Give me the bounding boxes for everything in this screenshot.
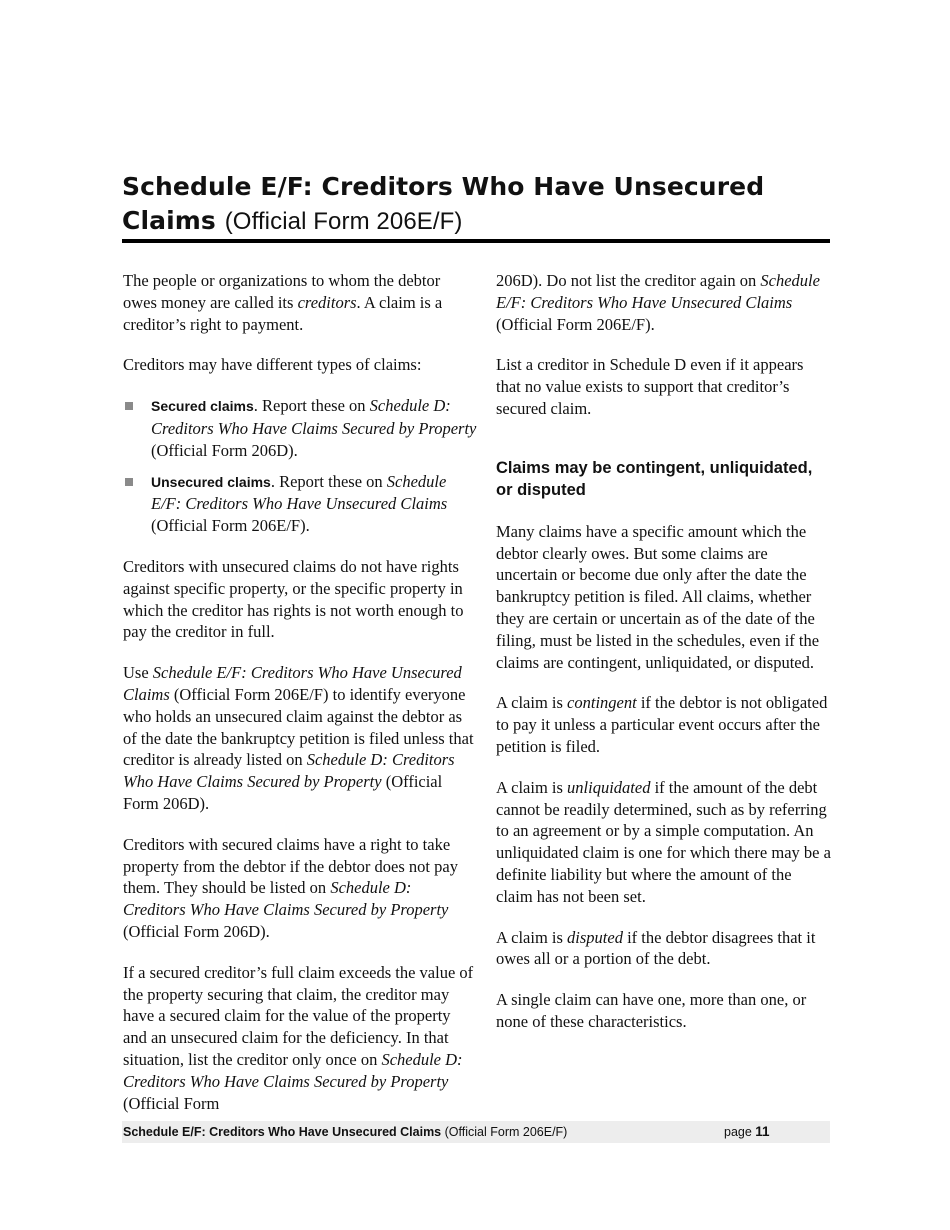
section-heading: Claims may be contingent, unliquidated, or disputed (496, 458, 813, 499)
paragraph-characteristics: A single claim can have one, more than one, or none of these characteristics. (496, 990, 807, 1031)
paragraph-do-not-list-again: 206D). Do not list the creditor again on Schedule E/F: Creditors Who Have Unsecured Claims (Official Form 206E/F). (496, 271, 820, 334)
paragraph-full-claim-exceeds: If a secured creditor’s full claim exceeds the value of the property securing that claim, the creditor may have a secured claim for the value of the property and an unsecured claim for the deficiency. In that situation, list the creditor only once on Schedule D: Creditors Who Have Claims Secured by Property (Official Form (123, 962, 474, 1113)
footer-title: Schedule E/F: Creditors Who Have Unsecured Claims (Official Form 206E/F) (123, 1125, 568, 1139)
paragraph-specific-amount: Many claims have a specific amount which the debtor clearly owes. But some claims are uncertain or become due only after the date the bankruptcy petition is filed. All claims, whether they are certain or uncertain as of the date of the filing, must be listed in the schedules, even if the claims are contingent, unliquidated, or disputed. (496, 521, 820, 672)
paragraph-contingent: A claim is contingent if the debtor is not obligated to pay it unless a particular event occurs after the petition is filed. (496, 693, 828, 756)
claim-types-list (123, 395, 478, 537)
title-rule (122, 239, 830, 243)
paragraph-unsecured-rights: Creditors with unsecured claims do not have rights against specific property, or the specific property in which the creditor has rights is not worth enough to pay the creditor in full. (123, 556, 464, 642)
paragraph-disputed: A claim is disputed if the debtor disagrees that it owes all or a portion of the debt. (496, 927, 816, 969)
page-title-bold: Schedule E/F: Creditors Who Have Unsecured Claims (122, 172, 765, 235)
paragraph-list-in-schedule-d: List a creditor in Schedule D even if it appears that no value exists to support that creditor’s secured claim. (496, 355, 804, 418)
list-item-unsecured-claims: Unsecured claims. Report these on Schedule E/F: Creditors Who Have Unsecured Claims (Official Form 206E/F). (123, 471, 478, 537)
paragraph-creditors-definition: The people or organizations to whom the debtor owes money are called its creditors. A claim is a creditor’s right to payment. (123, 271, 443, 334)
square-bullet-icon (125, 478, 133, 486)
paragraph-secured-claims: Creditors with secured claims have a right to take property from the debtor if the debtor does not pay them. They should be listed on Schedule D: Creditors Who Have Claims Secured by Property (Official Form 206D). (123, 834, 458, 941)
right-column (496, 270, 832, 1052)
paragraph-unliquidated: A claim is unliquidated if the amount of the debt cannot be readily determined, such as by referring to an agreement or by a simple computation. An unliquidated claim is one for which there may be a definite liability but where the amount of the claim has not been set. (496, 777, 831, 906)
page-footer (122, 1121, 830, 1143)
page-number: page 11 (724, 1124, 770, 1139)
page-title (122, 170, 830, 239)
paragraph-claim-types-intro: Creditors may have different types of claims: (123, 355, 422, 375)
square-bullet-icon (125, 402, 133, 410)
page-title-form: (Official Form 206E/F) (224, 208, 463, 235)
left-column (123, 270, 478, 1133)
paragraph-use-schedule-ef: Use Schedule E/F: Creditors Who Have Unsecured Claims (Official Form 206E/F) to identify everyone who holds an unsecured claim against the debtor as of the date the bankruptcy petition is filed unless that creditor is already listed on Schedule D: Creditors Who Have Claims Secured by Property (Official Form 206D). (123, 663, 474, 813)
list-item-secured-claims: Secured claims. Report these on Schedule D: Creditors Who Have Claims Secured by Property (Official Form 206D). (123, 395, 478, 461)
